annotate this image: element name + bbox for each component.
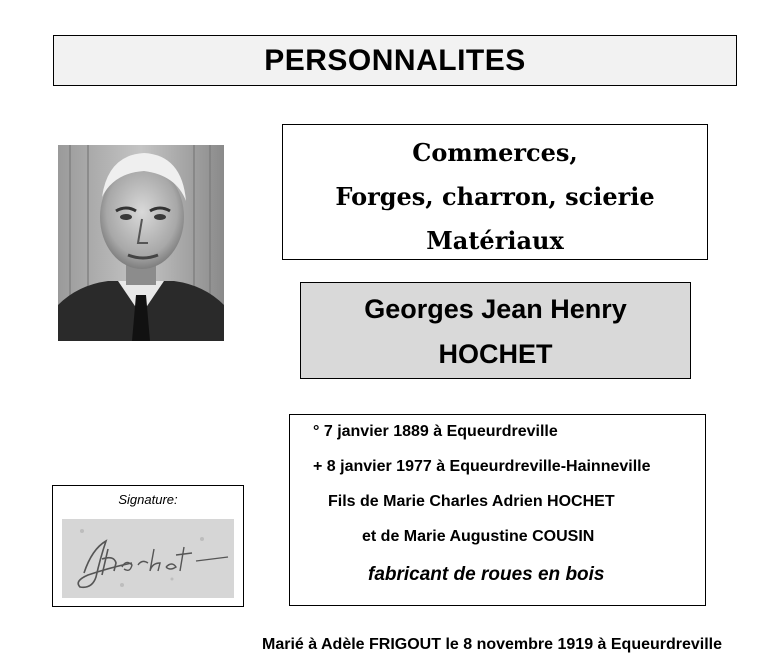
signature-image (62, 519, 234, 598)
birth-line: ° 7 janvier 1889 à Equeurdreville (313, 423, 558, 440)
page-title: PERSONNALITES (264, 43, 526, 77)
occupation-line: fabricant de roues en bois (368, 564, 605, 585)
father-line: Fils de Marie Charles Adrien HOCHET (328, 493, 615, 510)
trade-line-forges: Forges, charron, scierie (335, 182, 655, 211)
title-banner (53, 35, 737, 86)
trade-line-commerces: Commerces, (412, 138, 578, 167)
marriage-line: Marié à Adèle FRIGOUT le 8 novembre 1919 à Equeurdreville (262, 636, 723, 653)
person-name-box (300, 282, 691, 379)
signature-icon (62, 519, 234, 598)
biography-box (289, 414, 706, 606)
mother-line: et de Marie Augustine COUSIN (362, 528, 595, 545)
surname: HOCHET (438, 339, 553, 369)
trade-line-materiaux: Matériaux (426, 226, 564, 255)
portrait-icon (58, 145, 224, 341)
signature-label: Signature: (118, 492, 178, 507)
portrait-photo (58, 145, 224, 341)
trades-box (282, 124, 708, 260)
death-line: + 8 janvier 1977 à Equeurdreville-Hainneville (313, 458, 651, 475)
given-names: Georges Jean Henry (364, 294, 627, 324)
signature-box (52, 485, 244, 607)
